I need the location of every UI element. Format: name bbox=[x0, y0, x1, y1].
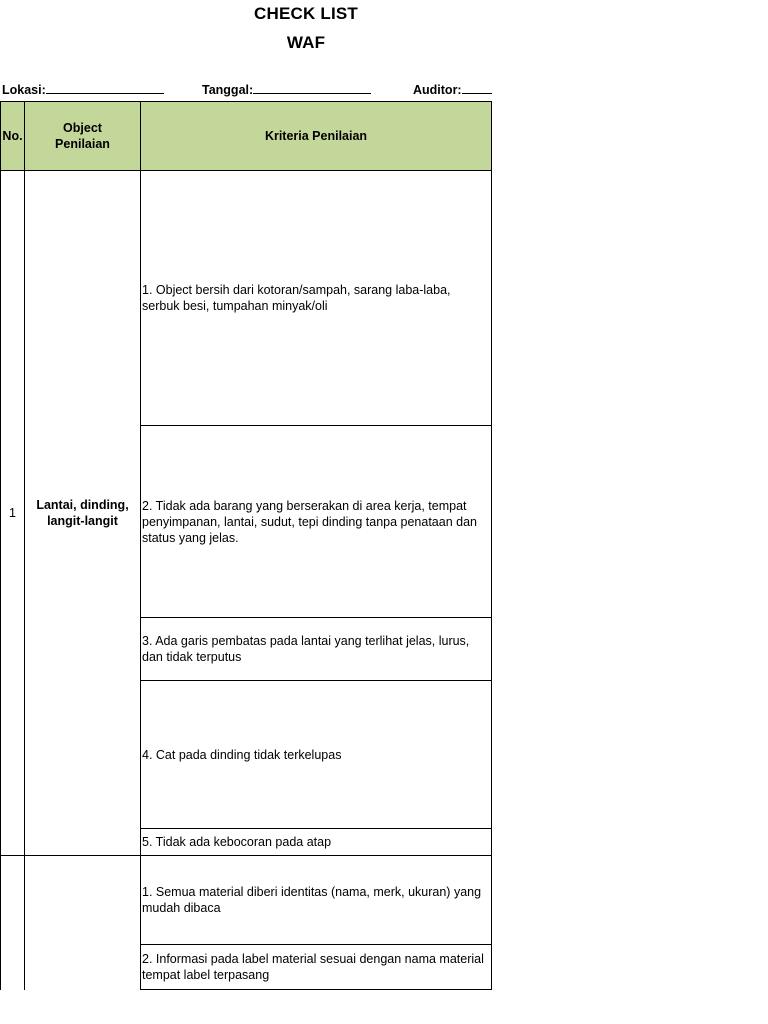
header-object: Object Penilaian bbox=[24, 101, 141, 171]
document-title bbox=[0, 0, 492, 60]
criteria-row: 3. Ada garis pembatas pada lantai yang terlihat jelas, lurus, dan tidak terputus bbox=[140, 617, 492, 681]
lokasi-blank-line bbox=[46, 81, 164, 94]
group-2-object bbox=[24, 855, 141, 990]
header-no: No. bbox=[0, 101, 25, 171]
tanggal-blank-line bbox=[253, 81, 371, 94]
criteria-row: 1. Object bersih dari kotoran/sampah, sarang laba-laba, serbuk besi, tumpahan minyak/oli bbox=[140, 170, 492, 426]
tanggal-label: Tanggal: bbox=[202, 83, 254, 97]
title-line-1: CHECK LIST bbox=[254, 4, 358, 23]
criteria-row: 5. Tidak ada kebocoran pada atap bbox=[140, 828, 492, 856]
title-line-2: WAF bbox=[286, 33, 326, 52]
group-2-number bbox=[0, 855, 25, 990]
meta-fields bbox=[0, 80, 492, 100]
header-kriteria: Kriteria Penilaian bbox=[140, 101, 492, 171]
auditor-blank-line bbox=[462, 81, 492, 94]
criteria-row: 2. Tidak ada barang yang berserakan di area kerja, tempat penyimpanan, lantai, sudut, tepi dinding tanpa penataan dan status yang jelas. bbox=[140, 425, 492, 618]
lokasi-label: Lokasi: bbox=[2, 83, 46, 97]
criteria-row: 4. Cat pada dinding tidak terkelupas bbox=[140, 680, 492, 829]
group-1-number: 1 bbox=[0, 170, 25, 856]
lokasi-field bbox=[2, 81, 164, 97]
auditor-label: Auditor: bbox=[413, 83, 462, 97]
tanggal-field bbox=[202, 81, 371, 97]
group-1-object: Lantai, dinding, langit-langit bbox=[24, 170, 141, 856]
criteria-row: 2. Informasi pada label material sesuai dengan nama material tempat label terpasang bbox=[140, 944, 492, 990]
auditor-field bbox=[413, 81, 492, 97]
criteria-row: 1. Semua material diberi identitas (nama, merk, ukuran) yang mudah dibaca bbox=[140, 855, 492, 945]
